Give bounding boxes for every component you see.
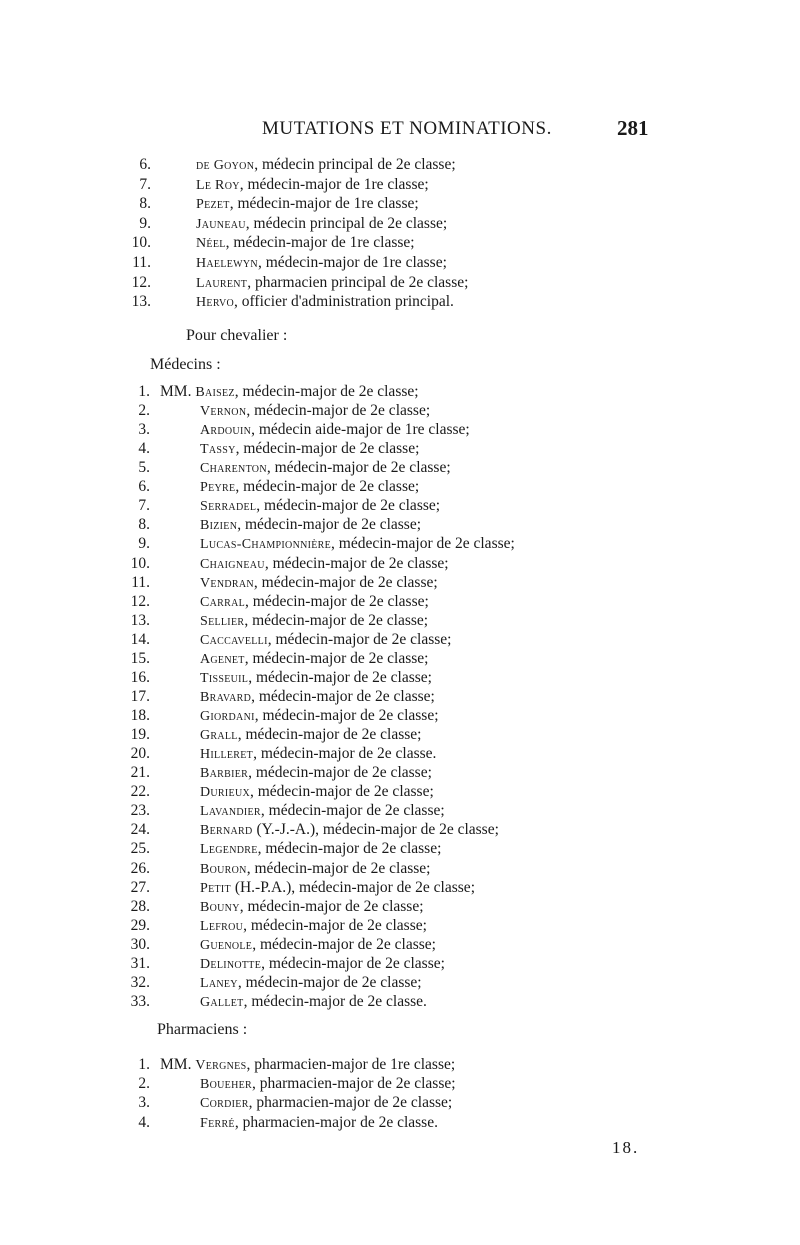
person-name: Gallet xyxy=(200,994,244,1010)
item-number: 2. xyxy=(138,1075,150,1093)
list-item xyxy=(0,175,800,195)
item-number: 6. xyxy=(138,478,150,496)
item-number: 11. xyxy=(132,254,151,271)
item-number: 3. xyxy=(138,421,150,439)
person-name: Cordier xyxy=(200,1096,249,1112)
item-text xyxy=(200,897,424,918)
item-text xyxy=(160,382,419,403)
person-rank: , médecin-major de 2e classe; xyxy=(249,783,434,801)
person-rank: , médecin-major de 2e classe; xyxy=(256,497,441,515)
item-number: 6. xyxy=(139,156,151,173)
person-rank: , médecin-major de 2e classe; xyxy=(239,897,424,915)
item-number: 7. xyxy=(138,497,150,515)
item-text xyxy=(200,725,422,746)
item-text xyxy=(200,1093,452,1114)
list-item xyxy=(0,611,800,631)
item-text xyxy=(200,592,429,613)
person-rank: , médecin-major de 2e classe; xyxy=(251,687,435,705)
item-text xyxy=(200,935,436,956)
list-item xyxy=(0,839,800,859)
item-text xyxy=(200,630,452,651)
item-text xyxy=(200,534,515,555)
item-text xyxy=(200,1074,456,1095)
item-number: 32. xyxy=(130,973,150,991)
person-name: Guenole xyxy=(200,937,253,953)
person-rank: , médecin aide-major de 1re classe; xyxy=(251,421,470,439)
person-name: Giordani xyxy=(200,709,255,725)
item-text xyxy=(200,992,427,1013)
item-number: 5. xyxy=(138,459,150,477)
person-rank: , médecin-major de 1re classe; xyxy=(225,234,415,252)
item-text xyxy=(200,611,428,632)
item-text xyxy=(196,273,468,294)
item-text xyxy=(200,439,419,460)
list-item xyxy=(0,1113,800,1133)
person-rank: , pharmacien-major de 2e classe; xyxy=(248,1094,453,1112)
pour-chevalier-heading: Pour chevalier : xyxy=(186,327,288,344)
person-rank: , médecin-major de 2e classe. xyxy=(253,745,437,763)
person-name: Legendre xyxy=(200,842,258,858)
item-number: 10. xyxy=(131,234,151,252)
person-rank: , pharmacien-major de 1re classe; xyxy=(246,1056,456,1073)
person-name: Vendran xyxy=(200,575,254,591)
person-rank: , médecin-major de 2e classe; xyxy=(243,916,427,934)
person-rank: , médecin-major de 2e classe; xyxy=(235,440,420,458)
list-item xyxy=(0,534,800,554)
person-name: Lefrou xyxy=(200,918,244,934)
person-rank: , médecin-major de 2e classe; xyxy=(246,402,431,420)
item-text xyxy=(196,233,415,254)
item-text xyxy=(200,496,440,517)
item-number: 11. xyxy=(131,573,150,591)
person-name: Pezet xyxy=(196,197,230,213)
list-item xyxy=(0,573,800,593)
item-text xyxy=(200,744,436,765)
person-rank: , médecin-major de 2e classe; xyxy=(252,935,436,953)
person-name: Vergnes xyxy=(195,1058,247,1073)
person-name: de Goyon xyxy=(196,158,255,173)
list-item xyxy=(0,194,800,214)
item-number: 8. xyxy=(139,195,151,213)
person-name: Néel xyxy=(196,236,226,252)
list-item xyxy=(0,292,800,312)
item-prefix: MM. xyxy=(160,383,196,400)
item-text xyxy=(200,401,430,422)
item-number: 17. xyxy=(130,687,150,705)
page-header xyxy=(0,118,800,148)
item-number: 9. xyxy=(139,214,151,232)
person-rank: , officier d'administration principal. xyxy=(234,293,454,311)
person-rank: , pharmacien principal de 2e classe; xyxy=(247,273,469,291)
item-text xyxy=(200,878,475,899)
person-name: Baisez xyxy=(195,385,235,400)
item-number: 28. xyxy=(130,897,150,915)
person-name: Petit xyxy=(200,880,231,896)
list-item xyxy=(0,592,800,612)
item-text xyxy=(200,839,441,860)
person-name: Bouny xyxy=(200,899,240,915)
list-item xyxy=(0,214,800,234)
item-text xyxy=(200,782,434,803)
person-name: Boueher xyxy=(200,1077,252,1093)
item-prefix: MM. xyxy=(160,1056,196,1073)
item-text xyxy=(200,801,445,822)
person-name: Hilleret xyxy=(200,747,254,763)
list-item xyxy=(0,439,800,459)
item-number: 24. xyxy=(130,821,150,839)
person-rank: , médecin-major de 2e classe; xyxy=(266,459,451,477)
person-rank: , médecin-major de 1re classe; xyxy=(257,254,447,271)
item-number: 22. xyxy=(130,783,150,801)
list-item xyxy=(0,992,800,1012)
person-rank: , médecin principal de 2e classe; xyxy=(245,214,448,232)
person-rank: , médecin-major de 2e classe; xyxy=(257,840,442,858)
item-number: 21. xyxy=(130,764,150,782)
person-rank: (Y.-J.-A.), médecin-major de 2e classe; xyxy=(252,821,499,839)
running-title: MUTATIONS ET NOMINATIONS. xyxy=(262,118,552,139)
list-item xyxy=(0,477,800,497)
item-text xyxy=(200,649,428,670)
item-number: 2. xyxy=(138,402,150,420)
item-number: 13. xyxy=(131,293,151,311)
person-name: Agenet xyxy=(200,651,245,667)
item-text xyxy=(200,554,449,575)
item-number: 12. xyxy=(131,273,151,291)
list-item xyxy=(0,916,800,936)
list-item xyxy=(0,782,800,802)
item-text xyxy=(196,155,456,176)
person-rank: , médecin-major de 2e classe. xyxy=(243,992,427,1010)
person-rank: , médecin-major de 2e classe; xyxy=(237,516,422,534)
item-text xyxy=(200,458,451,479)
list-item xyxy=(0,859,800,879)
person-rank: , médecin-major de 2e classe; xyxy=(264,554,449,572)
list-item xyxy=(0,273,800,293)
item-text xyxy=(200,668,432,689)
item-text xyxy=(200,515,421,536)
list-item xyxy=(0,763,800,783)
list-item xyxy=(0,668,800,688)
person-name: Grall xyxy=(200,728,238,744)
list-item xyxy=(0,1055,800,1075)
person-rank: , pharmacien-major de 2e classe; xyxy=(252,1075,456,1093)
item-number: 13. xyxy=(130,611,150,629)
item-text xyxy=(196,214,447,235)
person-name: Hervo xyxy=(196,295,235,311)
list-item xyxy=(0,820,800,840)
item-text xyxy=(200,954,445,975)
person-rank: , médecin-major de 2e classe; xyxy=(244,611,429,629)
person-rank: , médecin-major de 2e classe; xyxy=(244,649,429,667)
item-number: 1. xyxy=(138,383,150,400)
person-rank: , médecin-major de 2e classe; xyxy=(253,573,438,591)
person-name: Serradel xyxy=(200,499,257,515)
list-item xyxy=(0,233,800,253)
item-number: 8. xyxy=(138,516,150,534)
item-number: 4. xyxy=(138,440,150,458)
person-rank: , médecin-major de 1re classe; xyxy=(229,195,419,213)
item-text xyxy=(196,292,454,313)
person-name: Chaigneau xyxy=(200,556,265,572)
person-rank: , médecin-major de 2e classe; xyxy=(246,859,431,877)
item-text xyxy=(200,916,427,937)
person-name: Sellier xyxy=(200,613,245,629)
list-item xyxy=(0,973,800,993)
person-name: Ferré xyxy=(200,1115,235,1131)
person-rank: , médecin-major de 2e classe; xyxy=(234,383,419,400)
person-rank: (H.-P.A.), médecin-major de 2e classe; xyxy=(230,878,475,896)
list-item xyxy=(0,878,800,898)
page-number: 281 xyxy=(617,116,649,140)
person-rank: , médecin-major de 2e classe; xyxy=(248,764,432,782)
item-number: 4. xyxy=(138,1113,150,1131)
item-text xyxy=(196,194,419,215)
item-number: 7. xyxy=(139,175,151,193)
item-text xyxy=(200,973,422,994)
item-text xyxy=(200,859,430,880)
list-item xyxy=(0,1074,800,1094)
list-item xyxy=(0,1093,800,1113)
person-rank: , médecin-major de 2e classe; xyxy=(235,478,420,496)
item-number: 1. xyxy=(138,1056,150,1073)
item-number: 15. xyxy=(130,649,150,667)
list-item xyxy=(0,687,800,707)
medecins-heading: Médecins : xyxy=(150,356,221,373)
item-number: 20. xyxy=(130,745,150,763)
person-name: Delinotte xyxy=(200,956,262,972)
item-number: 16. xyxy=(130,668,150,686)
item-text xyxy=(200,763,432,784)
list-item xyxy=(0,630,800,650)
person-rank: , médecin-major de 2e classe; xyxy=(260,802,445,820)
person-rank: , médecin-major de 2e classe; xyxy=(254,707,439,725)
list-item xyxy=(0,382,800,402)
item-number: 33. xyxy=(130,992,150,1010)
item-text xyxy=(200,706,439,727)
person-name: Peyre xyxy=(200,480,236,496)
list-item xyxy=(0,954,800,974)
person-name: Laurent xyxy=(196,275,248,291)
person-rank: , médecin-major de 2e classe; xyxy=(261,954,445,972)
item-number: 26. xyxy=(130,859,150,877)
list-item xyxy=(0,496,800,516)
item-text xyxy=(200,1113,438,1134)
item-text xyxy=(200,820,499,841)
item-number: 25. xyxy=(130,840,150,858)
item-number: 19. xyxy=(130,726,150,744)
list-item xyxy=(0,253,800,273)
person-name: Durieux xyxy=(200,785,250,801)
item-number: 31. xyxy=(130,954,150,972)
person-name: Vernon xyxy=(200,404,247,420)
person-name: Charenton xyxy=(200,461,267,477)
list-item xyxy=(0,155,800,175)
person-name: Bouron xyxy=(200,861,247,877)
person-name: Laney xyxy=(200,975,238,991)
person-rank: , pharmacien-major de 2e classe. xyxy=(234,1113,438,1131)
item-text xyxy=(160,1055,455,1076)
person-rank: , médecin-major de 2e classe; xyxy=(237,726,422,744)
person-name: Carral xyxy=(200,594,246,610)
person-rank: , médecin-major de 2e classe; xyxy=(331,535,515,553)
person-name: Tisseuil xyxy=(200,670,249,686)
list-item xyxy=(0,935,800,955)
item-text xyxy=(200,420,470,441)
person-rank: , médecin-major de 2e classe; xyxy=(237,973,422,991)
person-name: Jauneau xyxy=(196,216,246,232)
person-name: Haelewyn xyxy=(196,256,258,271)
item-number: 14. xyxy=(130,630,150,648)
item-text xyxy=(196,253,447,274)
person-rank: , médecin-major de 2e classe; xyxy=(267,630,452,648)
person-name: Lavandier xyxy=(200,804,261,820)
item-text xyxy=(200,687,435,708)
item-text xyxy=(200,573,438,594)
person-name: Bizien xyxy=(200,518,238,534)
list-item xyxy=(0,649,800,669)
list-item xyxy=(0,515,800,535)
item-number: 23. xyxy=(130,802,150,820)
item-number: 30. xyxy=(130,935,150,953)
list-item xyxy=(0,897,800,917)
list-item xyxy=(0,458,800,478)
person-name: Caccavelli xyxy=(200,632,268,648)
person-name: Barbier xyxy=(200,766,249,782)
list-item xyxy=(0,554,800,574)
person-rank: , médecin-major de 1re classe; xyxy=(239,175,429,193)
item-number: 9. xyxy=(138,535,150,553)
signature-mark: 18. xyxy=(612,1138,640,1157)
person-name: Lucas-Championnière xyxy=(200,537,332,553)
item-number: 12. xyxy=(130,592,150,610)
list-item xyxy=(0,725,800,745)
person-name: Bravard xyxy=(200,689,252,705)
list-item xyxy=(0,706,800,726)
item-number: 18. xyxy=(130,707,150,725)
item-number: 29. xyxy=(130,916,150,934)
item-text xyxy=(200,477,419,498)
person-name: Tassy xyxy=(200,442,236,458)
list-item xyxy=(0,744,800,764)
pharmaciens-heading: Pharmaciens : xyxy=(157,1021,248,1038)
item-number: 10. xyxy=(130,554,150,572)
item-number: 3. xyxy=(138,1094,150,1112)
person-rank: , médecin principal de 2e classe; xyxy=(254,156,456,173)
person-name: Ardouin xyxy=(200,423,252,439)
person-name: Bernard xyxy=(200,823,253,839)
list-item xyxy=(0,401,800,421)
list-item xyxy=(0,420,800,440)
person-rank: , médecin-major de 2e classe; xyxy=(245,592,429,610)
item-text xyxy=(196,175,429,196)
item-number: 27. xyxy=(130,878,150,896)
person-rank: , médecin-major de 2e classe; xyxy=(248,668,432,686)
person-name: Le Roy xyxy=(196,177,240,193)
list-item xyxy=(0,801,800,821)
